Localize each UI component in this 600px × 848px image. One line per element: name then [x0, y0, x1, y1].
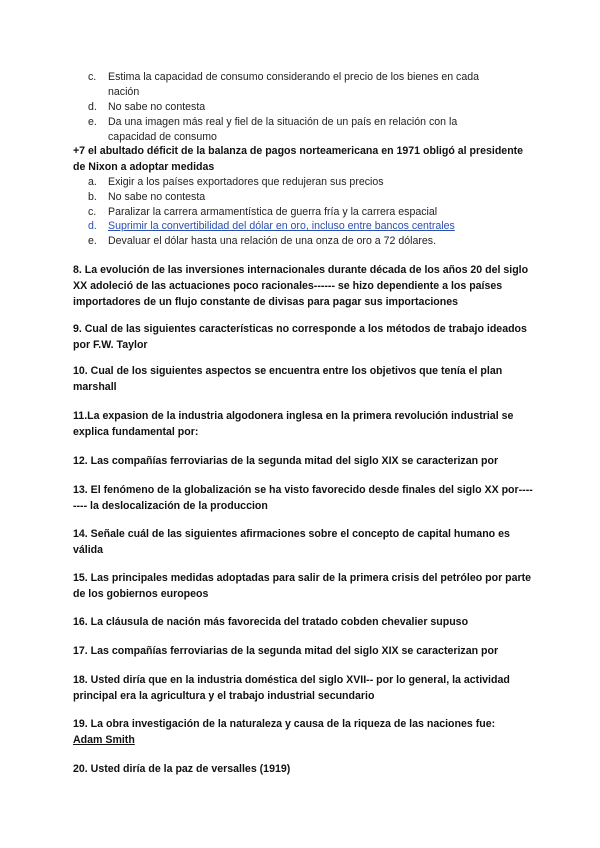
option-text: Devaluar el dólar hasta una relación de una onza de oro a 72 dólares.	[108, 235, 437, 247]
option-letter: d.	[88, 220, 97, 232]
question-16: 16. La cláusula de nación más favorecida del tratado cobden chevalier supuso	[73, 616, 469, 628]
option-letter: d.	[88, 101, 97, 113]
question-18: 18. Usted diría que en la industria doméstica del siglo XVII-- por lo general, la actividad principal era la agricultura y el trabajo industrial secundario	[73, 674, 510, 702]
option-text: Paralizar la carrera armamentística de guerra fría y la carrera espacial	[108, 206, 438, 218]
q7-option-e	[88, 234, 508, 249]
option-text[interactable]: Suprimir la convertibilidad del dólar en oro, incluso entre bancos centrales	[108, 220, 455, 232]
option-text: Da una imagen más real y fiel de la situación de un país en relación con la capacidad de consumo	[108, 116, 458, 143]
q7-option-d-answer-link[interactable]	[88, 219, 508, 234]
question-19-text: 19. La obra investigación de la naturaleza y causa de la riqueza de las naciones fue:	[73, 718, 496, 730]
option-letter: c.	[88, 71, 97, 83]
option-letter: a.	[88, 176, 97, 188]
question-13: 13. El fenómeno de la globalización se ha visto favorecido desde finales del siglo XX por-------- la deslocalización de la produccion	[73, 484, 533, 512]
option-text: No sabe no contesta	[108, 101, 206, 113]
option-letter: b.	[88, 191, 97, 203]
question-8: 8. La evolución de las inversiones internacionales durante década de los años 20 del siglo XX adoleció de las actuaciones poco racionales------ se hizo dependiente a los países importadores de un flujo constante de divisas para pagar sus importaciones	[73, 264, 529, 308]
question-12: 12. Las compañías ferroviarias de la segunda mitad del siglo XIX se caracterizan por	[73, 455, 499, 467]
question-9: 9. Cual de las siguientes características no corresponde a los métodos de trabajo ideados por F.W. Taylor	[73, 323, 527, 351]
option-e-top	[88, 115, 508, 145]
option-text: Exigir a los países exportadores que redujeran sus precios	[108, 176, 384, 188]
question-19	[73, 716, 533, 748]
option-text: No sabe no contesta	[108, 191, 206, 203]
question-11: 11.La expasion de la industria algodonera inglesa en la primera revolución industrial se explica fundamental por:	[73, 410, 514, 438]
question-7: +7 el abultado déficit de la balanza de pagos norteamericana en 1971 obligó al presidente de Nixon a adoptar medidas	[73, 145, 524, 173]
option-text: Estima la capacidad de consumo considerando el precio de los bienes en cada nación	[108, 71, 480, 98]
question-14: 14. Señale cuál de las siguientes afirmaciones sobre el concepto de capital humano es válida	[73, 528, 510, 556]
question-17: 17. Las compañías ferroviarias de la segunda mitad del siglo XIX se caracterizan por	[73, 645, 499, 657]
q7-option-a	[88, 175, 508, 190]
q7-option-b	[88, 190, 508, 205]
question-15: 15. Las principales medidas adoptadas para salir de la primera crisis del petróleo por parte de los gobiernos europeos	[73, 572, 532, 600]
question-19-answer: Adam Smith	[73, 734, 135, 746]
question-10: 10. Cual de los siguientes aspectos se encuentra entre los objetivos que tenía el plan marshall	[73, 365, 503, 393]
option-d-top	[88, 100, 508, 115]
option-letter: e.	[88, 235, 97, 247]
option-letter: c.	[88, 206, 97, 218]
q7-option-c	[88, 205, 508, 220]
question-20: 20. Usted diría de la paz de versalles (1919)	[73, 763, 291, 775]
option-c-top	[88, 70, 508, 100]
option-letter: e.	[88, 116, 97, 128]
